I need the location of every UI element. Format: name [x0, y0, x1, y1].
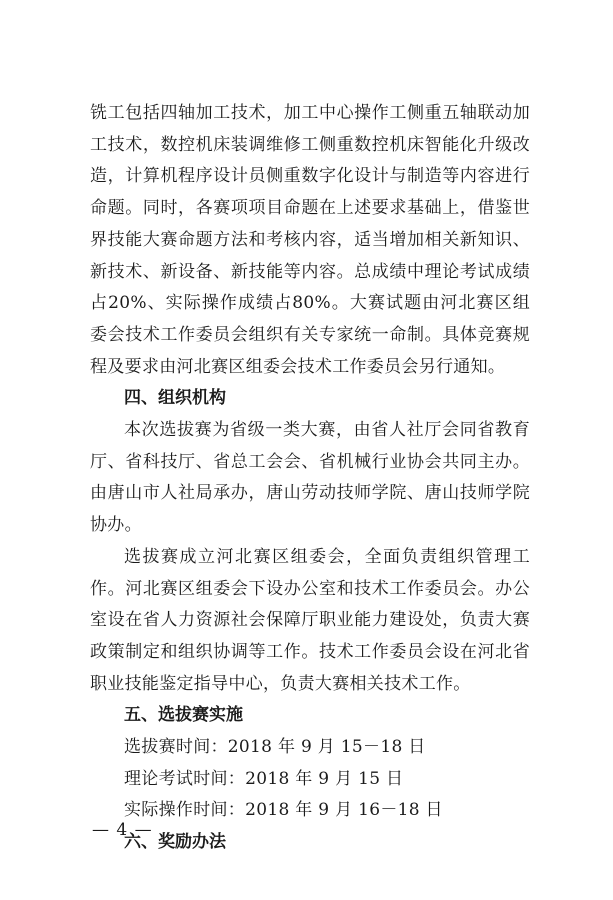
- section-heading-organization: 四、组织机构: [124, 388, 226, 409]
- section-heading-rewards: 六、奖励办法: [124, 832, 226, 853]
- schedule-line-practical: 实际操作时间：2018 年 9 月 16－18 日: [124, 800, 443, 821]
- schedule-line-theory: 理论考试时间：2018 年 9 月 15 日: [124, 768, 404, 789]
- paragraph-continued: 铣工包括四轴加工技术，加工中心操作工侧重五轴联动加工技术，数控机床装调维修工侧重数控机床智能化升级改造，计算机程序设计员侧重数字化设计与制造等内容进行命题。同时，各赛项项目命题在上述要求基础上，借鉴世界技能大赛命题方法和考核内容，适当增加相关新知识、新技术、新设备、新技能等内容。总成绩中理论考试成绩占20%、实际操作成绩占80%。大赛试题由河北赛区组委会技术工作委员会组织有关专家统一命制。具体竞赛规程及要求由河北赛区组委会技术工作委员会另行通知。: [90, 103, 530, 377]
- document-body: [90, 98, 530, 859]
- section-heading-implementation: 五、选拔赛实施: [124, 705, 243, 726]
- paragraph-committee: 选拔赛成立河北赛区组委会，全面负责组织管理工作。河北赛区组委会下设办公室和技术工作委员会。办公室设在省人力资源社会保障厅职业能力建设处，负责大赛政策制定和组织协调等工作。技术工作委员会设在河北省职业技能鉴定指导中心，负责大赛相关技术工作。: [90, 546, 530, 694]
- schedule-line-competition: 选拔赛时间：2018 年 9 月 15－18 日: [124, 737, 426, 758]
- page-number: — 4 —: [92, 820, 153, 840]
- paragraph-organizers: 本次选拔赛为省级一类大赛，由省人社厅会同省教育厅、省科技厅、省总工会会、省机械行业协会共同主办。由唐山市人社局承办，唐山劳动技师学院、唐山技师学院协办。: [90, 420, 530, 536]
